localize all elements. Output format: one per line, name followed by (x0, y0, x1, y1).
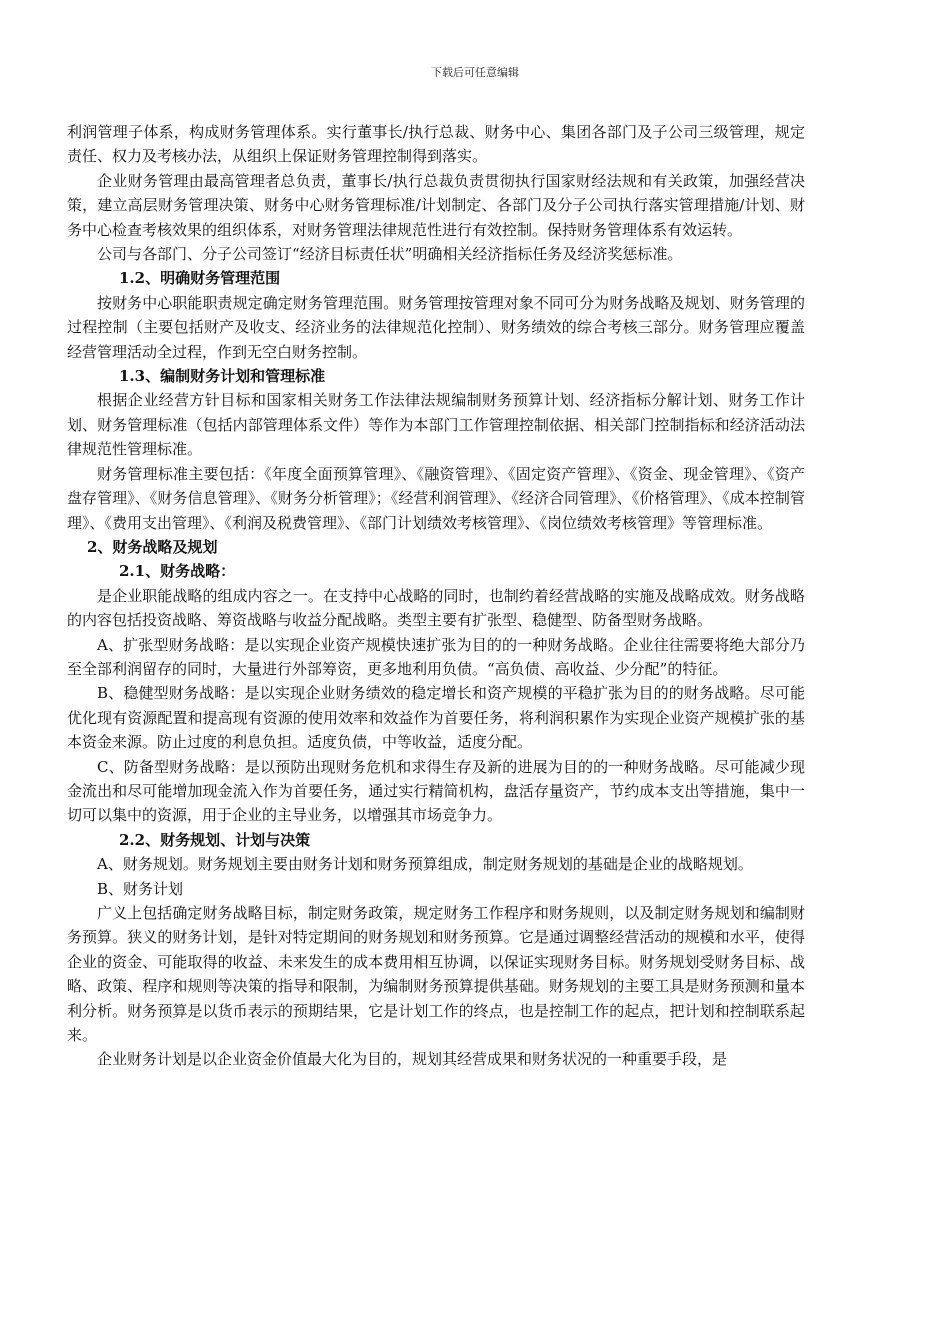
section-heading: 2、财务战略及规划 (87, 537, 218, 556)
subsection-heading: 1.2、明确财务管理范围 (119, 269, 281, 288)
body-paragraph: 企业财务管理由最高管理者总负责，董事长/执行总裁负责贯彻执行国家财经法规和有关政策，加强经营决策，建立高层财务管理决策、财务中心财务管理标准/计划制定、各部门及分子公司执行落实管理措施/计划、财务中心检查考核效果的组织体系，对财务管理法律规范性进行有效控制。保持财务管理体系有效运转。 (67, 171, 805, 239)
body-paragraph: C、防备型财务战略：是以预防出现财务危机和求得生存及新的进展为目的的一种财务战略。尽可能减少现金流出和尽可能增加现金流入作为首要任务，通过实行精简机构，盘活存量资产，节约成本支出等措施，集中一切可以集中的资源，用于企业的主导业务，以增强其市场竞争力。 (67, 757, 805, 825)
body-paragraph: A、扩张型财务战略：是以实现企业资产规模快速扩张为目的的一种财务战略。企业往往需要将绝大部分乃至全部利润留存的同时，大量进行外部筹资，更多地利用负债。“高负债、高收益、少分配”的特征。 (67, 635, 805, 678)
subsection-heading: 2.2、财务规划、计划与决策 (119, 830, 311, 849)
subsection-heading: 2.1、财务战略： (119, 562, 236, 581)
body-paragraph: 利润管理子体系，构成财务管理体系。实行董事长/执行总裁、财务中心、集团各部门及子公司三级管理，规定责任、权力及考核办法，从组织上保证财务管理控制得到落实。 (67, 123, 805, 166)
header-note: 下载后可任意编辑 (431, 66, 519, 79)
body-paragraph: 企业财务计划是以企业资金价值最大化为目的，规划其经营成果和财务状况的一种重要手段，是 (97, 1050, 728, 1069)
body-paragraph: 财务管理标准主要包括：《年度全面预算管理》、《融资管理》、《固定资产管理》、《资金、现金管理》、《资产盘存管理》、《财务信息管理》、《财务分析管理》；《经营利润管理》、《经济合同管理》、《价格管理》、《成本控制管理》、《费用支出管理》、《利润及税费管理》、《部门计划绩效考核管理》、《岗位绩效考核管理》等管理标准。 (67, 464, 805, 532)
body-paragraph: B、财务计划 (97, 879, 184, 898)
body-paragraph: 是企业职能战略的组成内容之一。在支持中心战略的同时，也制约着经营战略的实施及战略成效。财务战略的内容包括投资战略、筹资战略与收益分配战略。类型主要有扩张型、稳健型、防备型财务战略。 (67, 586, 805, 630)
body-paragraph: A、财务规划。财务规划主要由财务计划和财务预算组成，制定财务规划的基础是企业的战略规划。 (97, 855, 753, 874)
document-body (67, 120, 805, 1072)
subsection-heading: 1.3、编制财务计划和管理标准 (119, 367, 326, 386)
body-paragraph: 公司与各部门、分子公司签订“经济目标责任状”明确相关经济指标任务及经济奖惩标准。 (97, 245, 683, 264)
body-paragraph: 按财务中心职能职责规定确定财务管理范围。财务管理按管理对象不同可分为财务战略及规划、财务管理的过程控制（主要包括财产及收支、经济业务的法律规范化控制）、财务绩效的综合考核三部分。财务管理应覆盖经营管理活动全过程，作到无空白财务控制。 (67, 293, 805, 361)
body-paragraph: 根据企业经营方针目标和国家相关财务工作法律法规编制财务预算计划、经济指标分解计划、财务工作计划、财务管理标准（包括内部管理体系文件）等作为本部门工作管理控制依据、相关部门控制指标和经济活动法律规范性管理标准。 (67, 391, 805, 459)
body-paragraph: B、稳健型财务战略：是以实现企业财务绩效的稳定增长和资产规模的平稳扩张为目的的财务战略。尽可能优化现有资源配置和提高现有资源的使用效率和效益作为首要任务，将利润积累作为实现企业资产规模扩张的基本资金来源。防止过度的利息负担。适度负债，中等收益，适度分配。 (67, 684, 805, 752)
body-paragraph: 广义上包括确定财务战略目标，制定财务政策，规定财务工作程序和财务规则，以及制定财务规划和编制财务预算。狭义的财务计划，是针对特定期间的财务规划和财务预算。它是通过调整经营活动的规模和水平，使得企业的资金、可能取得的收益、未来发生的成本费用相互协调，以保证实现财务目标。财务规划受财务目标、战略、政策、程序和规则等决策的指导和限制，为编制财务预算提供基础。财务规划的主要工具是财务预测和量本利分析。财务预算是以货币表示的预期结果，它是计划工作的终点，也是控制工作的起点，把计划和控制联系起来。 (67, 904, 805, 1045)
